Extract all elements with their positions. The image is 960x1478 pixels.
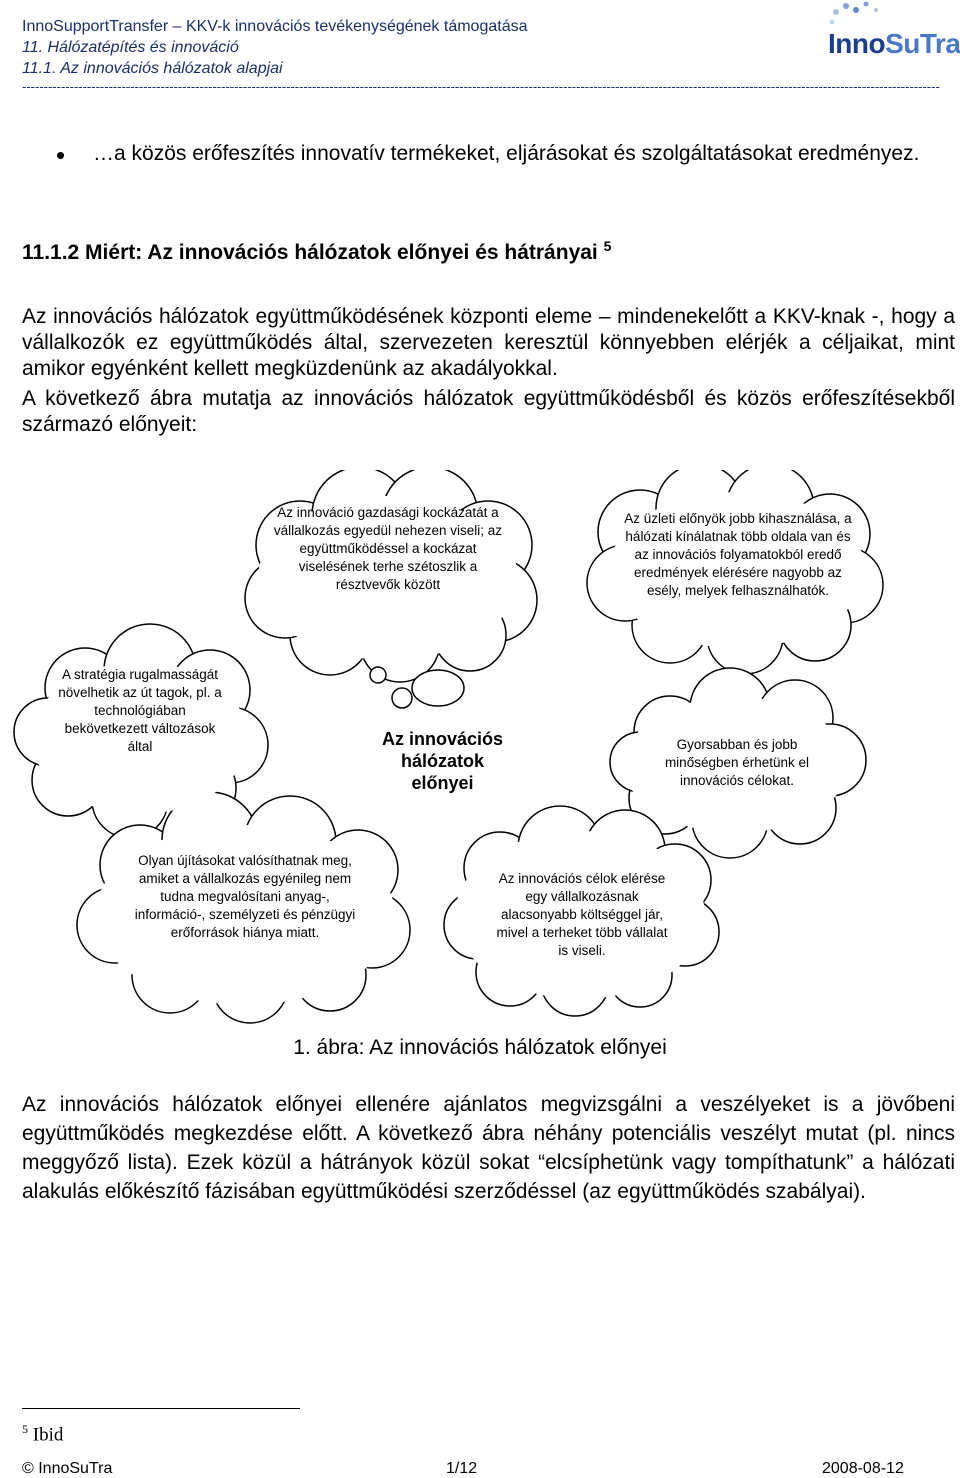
- footer-date: 2008-08-12: [822, 1460, 904, 1477]
- header-title: InnoSupportTransfer – KKV-k innovációs tevékenységének támogatása: [22, 18, 528, 35]
- footnote-ref: 5: [603, 238, 612, 254]
- cloud-bottom-left: Olyan újításokat valósíthatnak meg, amiket a vállalkozás egyénileg nem tudna megvalósítani anyag-, információ-, személyzeti és pénzügyi erőforrások hiánya miatt.: [134, 853, 356, 940]
- diagram-center-title: Az innovációs hálózatok előnyei: [381, 729, 504, 793]
- bullet-dot-icon: [57, 152, 64, 159]
- bullet-text: …a közös erőfeszítés innovatív termékeket, eljárásokat és szolgáltatásokat eredményez.: [93, 142, 920, 165]
- figure-caption: 1. ábra: Az innovációs hálózatok előnyei: [293, 1036, 667, 1059]
- header-chapter: 11. Hálózatépítés és innováció: [22, 39, 239, 56]
- logo-inno: Inno: [828, 28, 886, 59]
- footnote-number: 5: [22, 1422, 28, 1436]
- logo-sutra: SuTra: [885, 28, 960, 59]
- footnote: [22, 1422, 63, 1446]
- cloud-bottom-right: Az innovációs célok elérése egy vállalkozásnak alacsonyabb költséggel jár, mivel a terheket több vállalat is viseli.: [496, 871, 668, 958]
- header-section: 11.1. Az innovációs hálózatok alapjai: [22, 60, 283, 77]
- paragraph-1: Az innovációs hálózatok együttműködésének központi eleme – mindenekelőtt a KKV-knak -, hogy a vállalkozók ez együttműködés által, szervezeten keresztül könnyebben elérjék a céljaikat, mint amikor egyénként kellett megküzdenünk az akadályokkal.: [22, 305, 955, 380]
- cloud-top-center: Az innováció gazdasági kockázatát a vállalkozás egyedül nehezen viseli; az együttműködéssel a kockázat viselésének terhe szétoszlik a résztvevők között: [273, 505, 503, 592]
- logo: [828, 28, 960, 60]
- header-separator: --------------------------------------------------------------------------------------------------------------------------------------------------------------------------------------------------------------------: [22, 80, 940, 94]
- section-heading-text: 11.1.2 Miért: Az innovációs hálózatok előnyei és hátrányai: [22, 241, 598, 264]
- section-heading: [22, 238, 611, 265]
- paragraph-2: A következő ábra mutatja az innovációs hálózatok együttműködésből és közös erőfeszítésekből származó előnyeit:: [22, 387, 955, 436]
- cloud-right: Gyorsabban és jobb minőségben érhetünk el innovációs célokat.: [664, 737, 810, 788]
- footer-copyright: © InnoSuTra: [22, 1460, 113, 1477]
- benefits-diagram: [0, 470, 960, 1030]
- cloud-top-right: Az üzleti előnyök jobb kihasználása, a hálózati kínálatnak több oldala van és az innovációs folyamatokból eredő eredmények elérésére nagyobb az esély, melyek felhasználhatók.: [624, 511, 852, 598]
- footnote-separator: [22, 1408, 300, 1409]
- footer-page-number: 1/12: [446, 1460, 478, 1477]
- cloud-left: A stratégia rugalmasságát növelhetik az út tagok, pl. a technológiában bekövetkezett változások által: [58, 667, 222, 754]
- paragraph-3: Az innovációs hálózatok előnyei ellenére ajánlatos megvizsgálni a veszélyeket is a jövőbeni együttműködés megkezdése előtt. A következő ábra néhány potenciális veszélyt mutat (pl. nincs meggyőző lista). Ezek közül a hátrányok közül sokat “elcsíphetünk vagy tompíthatunk” a hálózati alakulás előkészítő fázisában együttműködési szerződéssel (az együttműködés szabályai).: [22, 1093, 955, 1203]
- footnote-text: Ibid: [32, 1424, 64, 1446]
